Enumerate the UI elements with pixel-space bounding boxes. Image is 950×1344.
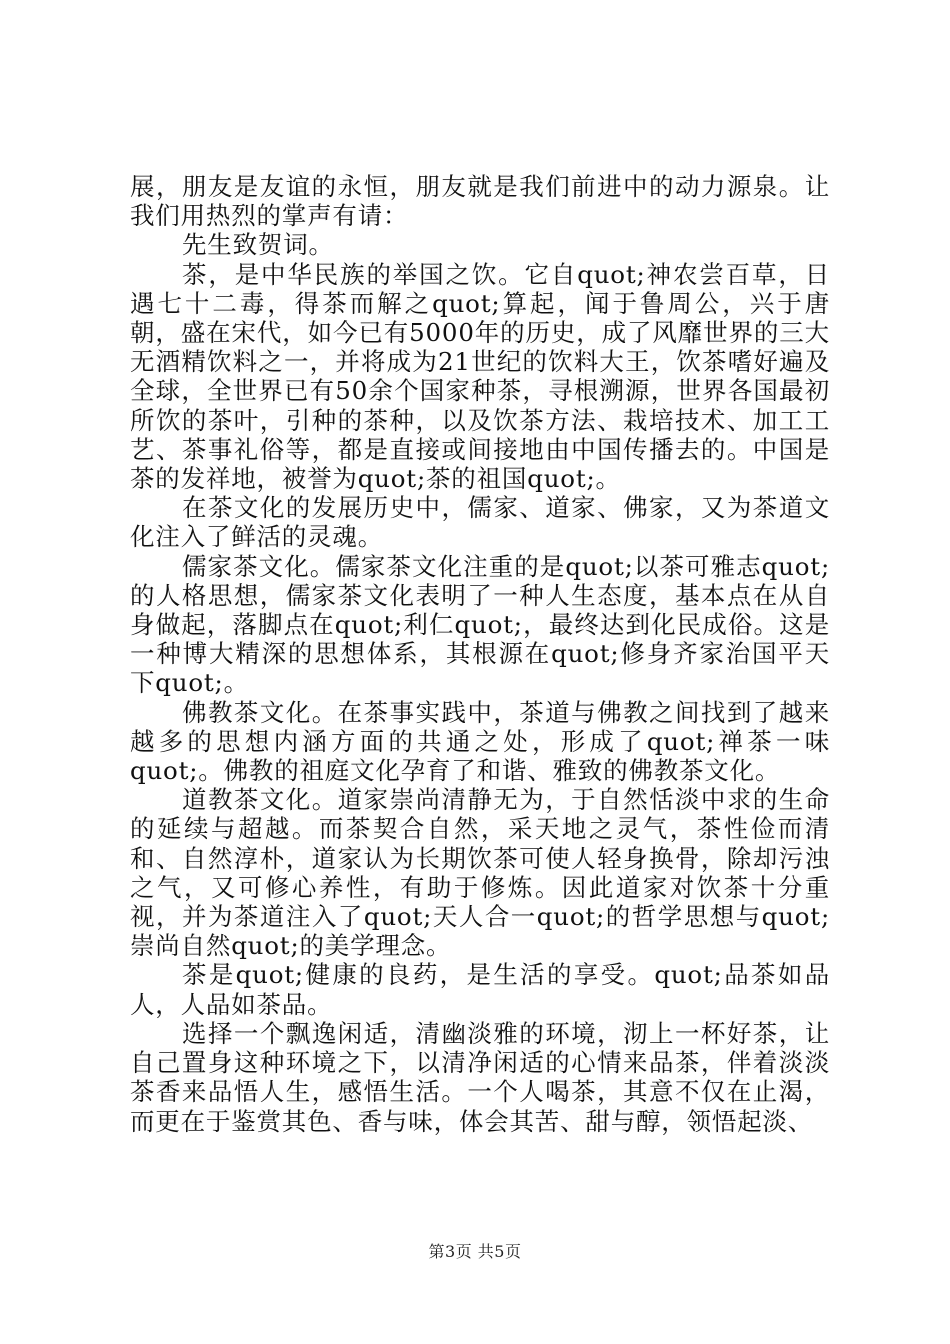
paragraph-7: 道教茶文化。道家崇尚清静无为，于自然恬淡中求的生命的延续与超越。而茶契合自然，采天地之灵气，茶性俭而清和、自然淳朴，道家认为长期饮茶可使人轻身换骨，除却污浊之气，又可修心养性，有助于修炼。因此道家对饮茶十分重视，并为茶道注入了quot;天人合一quot;的哲学思想与quot;崇尚自然quot;的美学理念。: [130, 785, 830, 961]
paragraph-2: 先生致贺词。: [182, 230, 334, 260]
paragraph-6: 佛教茶文化。在茶事实践中，茶道与佛教之间找到了越来越多的思想内涵方面的共通之处，形成了quot;禅茶一味quot;。佛教的祖庭文化孕育了和谐、雅致的佛教茶文化。: [130, 697, 830, 786]
paragraph-3: 茶，是中华民族的举国之饮。它自quot;神农尝百草，日遇七十二毒，得茶而解之quot;算起，闻于鲁周公，兴于唐朝，盛在宋代，如今已有5000年的历史，成了风靡世界的三大无酒精饮料之一，并将成为21世纪的饮料大王，饮茶嗜好遍及全球，全世界已有50余个国家种茶，寻根溯源，世界各国最初所饮的茶叶，引种的茶种，以及饮茶方法、栽培技术、加工工艺、茶事礼俗等，都是直接或间接地由中国传播去的。中国是茶的发祥地，被誉为quot;茶的祖国quot;。: [130, 259, 830, 494]
paragraph-1: 展，朋友是友谊的永恒，朋友就是我们前进中的动力源泉。让我们用热烈的掌声有请：: [130, 172, 830, 231]
paragraph-9: 选择一个飘逸闲适，清幽淡雅的环境，沏上一杯好茶，让自己置身这种环境之下，以清净闲适的心情来品茶，伴着淡淡茶香来品悟人生，感悟生活。一个人喝茶，其意不仅在止渴，而更在于鉴赏其色、香与味，体会其苦、甜与醇，领悟起淡、: [130, 1018, 830, 1136]
paragraph-8: 茶是quot;健康的良药，是生活的享受。quot;品茶如品人，人品如茶品。: [130, 960, 830, 1019]
page-footer: 第3页 共5页: [428, 1242, 522, 1261]
paragraph-4: 在茶文化的发展历史中，儒家、道家、佛家，又为茶道文化注入了鲜活的灵魂。: [130, 493, 830, 552]
body-text: [130, 172, 830, 1136]
paragraph-5: 儒家茶文化。儒家茶文化注重的是quot;以茶可雅志quot;的人格思想，儒家茶文化表明了一种人生态度，基本点在从自身做起，落脚点在quot;利仁quot;，最终达到化民成俗。这是一种博大精深的思想体系，其根源在quot;修身齐家治国平天下quot;。: [130, 551, 830, 698]
